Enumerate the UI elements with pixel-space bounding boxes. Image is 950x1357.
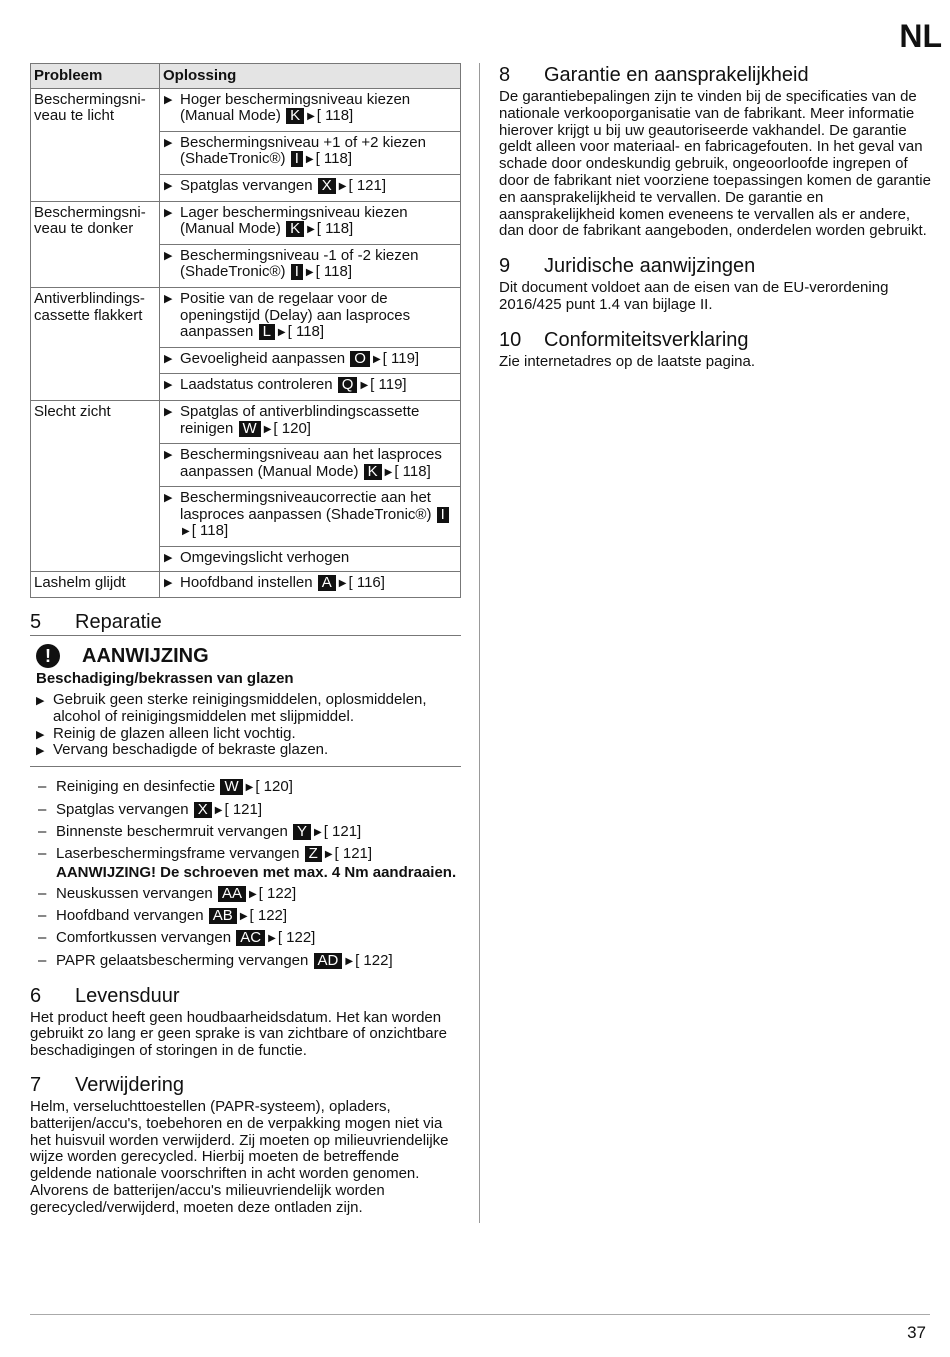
- section-heading: [30, 610, 461, 636]
- solution-item: [163, 447, 457, 482]
- solution-text: Lager beschermingsniveau kiezen (Manual Mode): [180, 203, 408, 238]
- step-note: AANWIJZING! De schroeven met max. 4 Nm aandraaien.: [56, 864, 457, 882]
- section-disposal: [30, 1073, 461, 1217]
- ref-arrow-icon: ▶: [305, 267, 314, 279]
- table-row: [31, 571, 461, 598]
- ref-arrow-icon: ▶: [182, 526, 190, 538]
- solution-item: [163, 404, 457, 439]
- section-heading: [30, 1073, 461, 1097]
- bullet-triangle-icon: ▶: [164, 352, 173, 365]
- solution-text: Beschermingsniveau aan het lasproces aanpassen (Manual Mode): [180, 446, 442, 480]
- step-text: Hoofdband vervangen: [56, 906, 204, 924]
- page-reference[interactable]: [ 118]: [316, 107, 354, 125]
- figure-ref-badge: X: [318, 178, 336, 194]
- solution-item: [163, 377, 457, 396]
- solution-cell: [160, 444, 461, 487]
- section-heading: [499, 63, 931, 87]
- footer-divider: [30, 1314, 930, 1315]
- table-row: [31, 287, 461, 347]
- solution-item: [163, 205, 457, 240]
- figure-ref-badge: AC: [236, 930, 265, 946]
- language-code: NL: [899, 18, 942, 54]
- solution-cell: [160, 201, 461, 244]
- solution-cell: [160, 287, 461, 347]
- solution-item: [163, 550, 457, 567]
- figure-ref-badge: I: [291, 264, 303, 280]
- section-legal: [499, 254, 931, 314]
- dash-marker: –: [38, 778, 47, 796]
- notice-subtitle: Beschadiging/bekrassen van glazen: [36, 670, 294, 688]
- page-reference[interactable]: [ 121]: [334, 845, 373, 863]
- solution-text: Beschermingsniveau -1 of -2 kiezen (ShadeTronic®): [180, 246, 419, 281]
- section-title: Reparatie: [75, 611, 162, 634]
- problem-cell: Lashelm glijdt: [31, 571, 160, 598]
- ref-arrow-icon: ▶: [360, 380, 369, 392]
- exclamation-icon: !: [36, 644, 60, 668]
- problem-cell: Slecht zicht: [31, 400, 160, 571]
- problem-cell: Beschermingsni-veau te donker: [31, 201, 160, 287]
- notice-item: [36, 692, 461, 726]
- solution-cell: [160, 131, 461, 174]
- solution-text: Spatglas vervangen: [180, 176, 313, 194]
- ref-arrow-icon: ▶: [338, 180, 347, 192]
- section-number: 9: [499, 255, 511, 278]
- solution-text: Gevoeligheid aanpassen: [180, 349, 346, 367]
- page-reference[interactable]: [ 121]: [348, 176, 387, 194]
- figure-ref-badge: I: [291, 151, 303, 167]
- figure-ref-badge: Y: [293, 824, 311, 840]
- figure-ref-badge: AD: [314, 953, 343, 969]
- ref-arrow-icon: ▶: [263, 423, 272, 435]
- page-reference[interactable]: [ 122]: [277, 929, 316, 947]
- solution-text: Hoofdband instellen: [180, 573, 313, 591]
- section-number: 6: [30, 984, 42, 1007]
- page-reference[interactable]: [ 121]: [224, 800, 263, 818]
- figure-ref-badge: X: [194, 802, 212, 818]
- section-number: 5: [30, 611, 42, 634]
- figure-ref-badge: L: [259, 324, 275, 340]
- ref-arrow-icon: ▶: [313, 827, 322, 839]
- solution-item: [163, 351, 457, 370]
- notice-item: [36, 726, 461, 743]
- step-text: Neuskussen vervangen: [56, 884, 213, 902]
- section-text: Helm, verseluchttoestellen (PAPR-systeem), opladers, batterijen/accu's, toebehoren en de verpakking mogen niet via het huisvuil worden verwijderd. Zij moeten op milieuvriendelijke wijze worden gerecycled. Hierbij moeten de betreffende geldende nationale voorschriften in acht worden genomen. Alvorens de batterijen/accu's milieuvriendelijk worden gerecycled/verwijderd, moeten deze ontladen zijn.: [30, 1097, 449, 1216]
- repair-step: [30, 802, 461, 821]
- page-reference[interactable]: [ 118]: [394, 462, 431, 480]
- solution-text: Beschermingsniveaucorrectie aan het lasproces aanpassen (ShadeTronic®): [180, 489, 432, 523]
- bullet-triangle-icon: ▶: [164, 492, 173, 505]
- page-reference[interactable]: [ 118]: [316, 220, 354, 238]
- notice-item-text: Reinig de glazen alleen licht vochtig.: [53, 724, 296, 742]
- step-text: Reiniging en desinfectie: [56, 778, 216, 796]
- solution-cell: [160, 88, 461, 131]
- repair-step: [30, 886, 461, 905]
- notice-list: [36, 692, 461, 759]
- bullet-triangle-icon: ▶: [164, 136, 173, 149]
- solution-item: [163, 575, 457, 594]
- solution-cell: [160, 374, 461, 401]
- section-heading: [30, 984, 461, 1008]
- repair-step: [30, 846, 461, 882]
- dash-marker: –: [38, 823, 47, 841]
- section-heading: [499, 254, 931, 278]
- dash-marker: –: [38, 884, 47, 902]
- page-reference[interactable]: [ 122]: [249, 906, 288, 924]
- section-title: Verwijdering: [75, 1073, 184, 1096]
- bullet-triangle-icon: ▶: [164, 206, 173, 219]
- step-text: PAPR gelaatsbescherming vervangen: [56, 951, 309, 969]
- dash-marker: –: [38, 845, 47, 863]
- ref-arrow-icon: ▶: [245, 782, 254, 794]
- page-reference[interactable]: [ 118]: [191, 522, 229, 540]
- section-text: Het product heeft geen houdbaarheidsdatum. Het kan worden gebruikt zo lang er geen sprake is van zichtbare of onzichtbare beschadigingen of storingen in de functie.: [30, 1008, 447, 1060]
- ref-arrow-icon: ▶: [248, 888, 257, 900]
- solution-text: Beschermingsniveau +1 of +2 kiezen (ShadeTronic®): [180, 133, 426, 168]
- page-reference[interactable]: [ 122]: [355, 951, 393, 969]
- left-column: [30, 63, 461, 1217]
- section-lifetime: [30, 984, 461, 1060]
- ref-arrow-icon: ▶: [239, 910, 248, 922]
- bullet-triangle-icon: ▶: [164, 249, 173, 262]
- solution-item: [163, 135, 457, 170]
- notice-title: AANWIJZING: [82, 644, 209, 667]
- ref-arrow-icon: ▶: [372, 353, 381, 365]
- figure-ref-badge: I: [437, 507, 449, 523]
- repair-step: [30, 779, 461, 798]
- header-problem: Probleem: [31, 64, 160, 89]
- page-reference[interactable]: [ 116]: [348, 573, 385, 591]
- page-reference[interactable]: [ 121]: [323, 823, 362, 841]
- ref-arrow-icon: ▶: [268, 933, 276, 945]
- solution-cell: [160, 400, 461, 443]
- section-warranty: [499, 63, 931, 240]
- section-repair: [30, 610, 461, 971]
- repair-step: [30, 824, 461, 843]
- page-reference[interactable]: [ 118]: [315, 150, 353, 168]
- notice-box: [30, 636, 461, 767]
- section-number: 10: [499, 328, 522, 351]
- figure-ref-badge: Q: [338, 377, 358, 393]
- section-title: Conformiteitsverklaring: [544, 328, 749, 351]
- solution-cell: [160, 571, 461, 598]
- dash-marker: –: [38, 929, 47, 947]
- solution-cell: [160, 244, 461, 287]
- solution-text: Laadstatus controleren: [180, 376, 333, 394]
- figure-ref-badge: AB: [209, 908, 237, 924]
- figure-ref-badge: K: [286, 108, 304, 124]
- ref-arrow-icon: ▶: [324, 849, 333, 861]
- step-text: Laserbeschermingsframe vervangen: [56, 845, 300, 863]
- page-reference[interactable]: [ 119]: [370, 376, 407, 394]
- dash-marker: –: [38, 800, 47, 818]
- table-body: [31, 88, 461, 598]
- solution-text: Omgevingslicht verhogen: [180, 549, 350, 567]
- ref-arrow-icon: ▶: [338, 577, 347, 589]
- figure-ref-badge: O: [350, 351, 370, 367]
- table-row: [31, 201, 461, 244]
- notice-header: [36, 642, 461, 670]
- solution-cell: [160, 487, 461, 547]
- solution-text: Spatglas of antiverblindingscassette reinigen: [180, 402, 420, 437]
- repair-step: [30, 953, 461, 972]
- ref-arrow-icon: ▶: [305, 154, 314, 166]
- page-reference[interactable]: [ 118]: [287, 323, 325, 341]
- solution-cell: [160, 347, 461, 374]
- step-text: Comfortkussen vervangen: [56, 929, 232, 947]
- bullet-triangle-icon: ▶: [164, 405, 173, 418]
- figure-ref-badge: K: [364, 464, 382, 480]
- figure-ref-badge: K: [286, 221, 304, 237]
- section-text: Zie internetadres op de laatste pagina.: [499, 352, 756, 370]
- table-header-row: [31, 64, 461, 89]
- troubleshooting-table: [30, 63, 461, 598]
- right-column: [499, 63, 931, 371]
- section-text: De garantiebepalingen zijn te vinden bij de specificaties van de nationale verkooporganisatie van de fabrikant. Meer informatie hierover krijgt u bij uw geautoriseerde vakhandel. De garantie geldt alleen voor materiaal- en fabricagefouten. In het geval van schade door ondeskundig gebruik, ongeoorloofde ingrepen of door de fabrikant niet voorziene toepassingen komen de garantie en aansprakelijkheid te vervallen. De garantie en aansprakelijkheid komen eveneens te vervallen als er andere, dan door de fabrikant aangeboden, onderdelen worden gebruikt.: [499, 88, 931, 240]
- solution-item: [163, 248, 457, 283]
- notice-item-text: Gebruik geen sterke reinigingsmiddelen, oplosmiddelen, alcohol of reinigingsmiddelen met slijpmiddel.: [53, 691, 427, 725]
- section-title: Garantie en aansprakelijkheid: [544, 64, 809, 86]
- ref-arrow-icon: ▶: [384, 466, 393, 478]
- table-row: [31, 400, 461, 443]
- column-divider: [479, 63, 480, 1223]
- section-conformity: [499, 328, 931, 371]
- bullet-triangle-icon: ▶: [164, 449, 173, 462]
- section-title: Levensduur: [75, 984, 180, 1007]
- section-text: Dit document voldoet aan de eisen van de EU-verordening 2016/425 punt 1.4 van bijlage II.: [499, 279, 889, 313]
- solution-text: Hoger beschermingsniveau kiezen (Manual Mode): [180, 90, 411, 125]
- repair-step: [30, 930, 461, 949]
- bullet-triangle-icon: ▶: [164, 292, 173, 305]
- section-title: Juridische aanwijzingen: [544, 255, 756, 278]
- ref-arrow-icon: ▶: [307, 224, 315, 236]
- repair-steps-list: [30, 779, 461, 971]
- section-heading: [499, 328, 931, 352]
- ref-arrow-icon: ▶: [307, 111, 315, 123]
- bullet-triangle-icon: ▶: [164, 379, 173, 392]
- solution-item: [163, 92, 457, 127]
- page-reference[interactable]: [ 120]: [255, 778, 293, 796]
- solution-text: Positie van de regelaar voor de openingstijd (Delay) aan lasproces aanpassen: [180, 289, 411, 341]
- notice-item-text: Vervang beschadigde of bekraste glazen.: [53, 741, 329, 759]
- figure-ref-badge: W: [220, 779, 242, 795]
- section-number: 7: [30, 1073, 42, 1096]
- bullet-triangle-icon: ▶: [164, 93, 173, 106]
- step-text: Spatglas vervangen: [56, 800, 189, 818]
- bullet-triangle-icon: ▶: [36, 728, 45, 741]
- problem-cell: Antiverblindings-cassette flakkert: [31, 287, 160, 400]
- bullet-triangle-icon: ▶: [164, 179, 173, 192]
- solution-item: [163, 178, 457, 197]
- notice-item: [36, 742, 461, 759]
- bullet-triangle-icon: ▶: [164, 576, 173, 589]
- bullet-triangle-icon: ▶: [164, 552, 173, 565]
- dash-marker: –: [38, 951, 47, 969]
- figure-ref-badge: A: [318, 575, 336, 591]
- page-reference[interactable]: [ 118]: [315, 263, 353, 281]
- solution-cell: [160, 174, 461, 201]
- figure-ref-badge: W: [239, 421, 261, 437]
- header-solution: Oplossing: [160, 64, 461, 89]
- page-reference[interactable]: [ 120]: [273, 419, 311, 437]
- dash-marker: –: [38, 906, 47, 924]
- page-number: 37: [907, 1323, 926, 1342]
- problem-cell: Beschermingsni-veau te licht: [31, 88, 160, 201]
- page-reference[interactable]: [ 119]: [382, 349, 420, 367]
- solution-item: [163, 490, 457, 542]
- solution-cell: [160, 547, 461, 572]
- step-text: Binnenste beschermruit vervangen: [56, 823, 288, 841]
- solution-item: [163, 291, 457, 343]
- ref-arrow-icon: ▶: [214, 804, 223, 816]
- repair-step: [30, 908, 461, 927]
- figure-ref-badge: AA: [218, 886, 246, 902]
- section-number: 8: [499, 64, 511, 86]
- figure-ref-badge: Z: [305, 846, 322, 862]
- page-reference[interactable]: [ 122]: [258, 884, 297, 902]
- ref-arrow-icon: ▶: [345, 955, 354, 967]
- table-row: [31, 88, 461, 131]
- ref-arrow-icon: ▶: [277, 327, 286, 339]
- bullet-triangle-icon: ▶: [36, 695, 45, 708]
- bullet-triangle-icon: ▶: [36, 745, 45, 758]
